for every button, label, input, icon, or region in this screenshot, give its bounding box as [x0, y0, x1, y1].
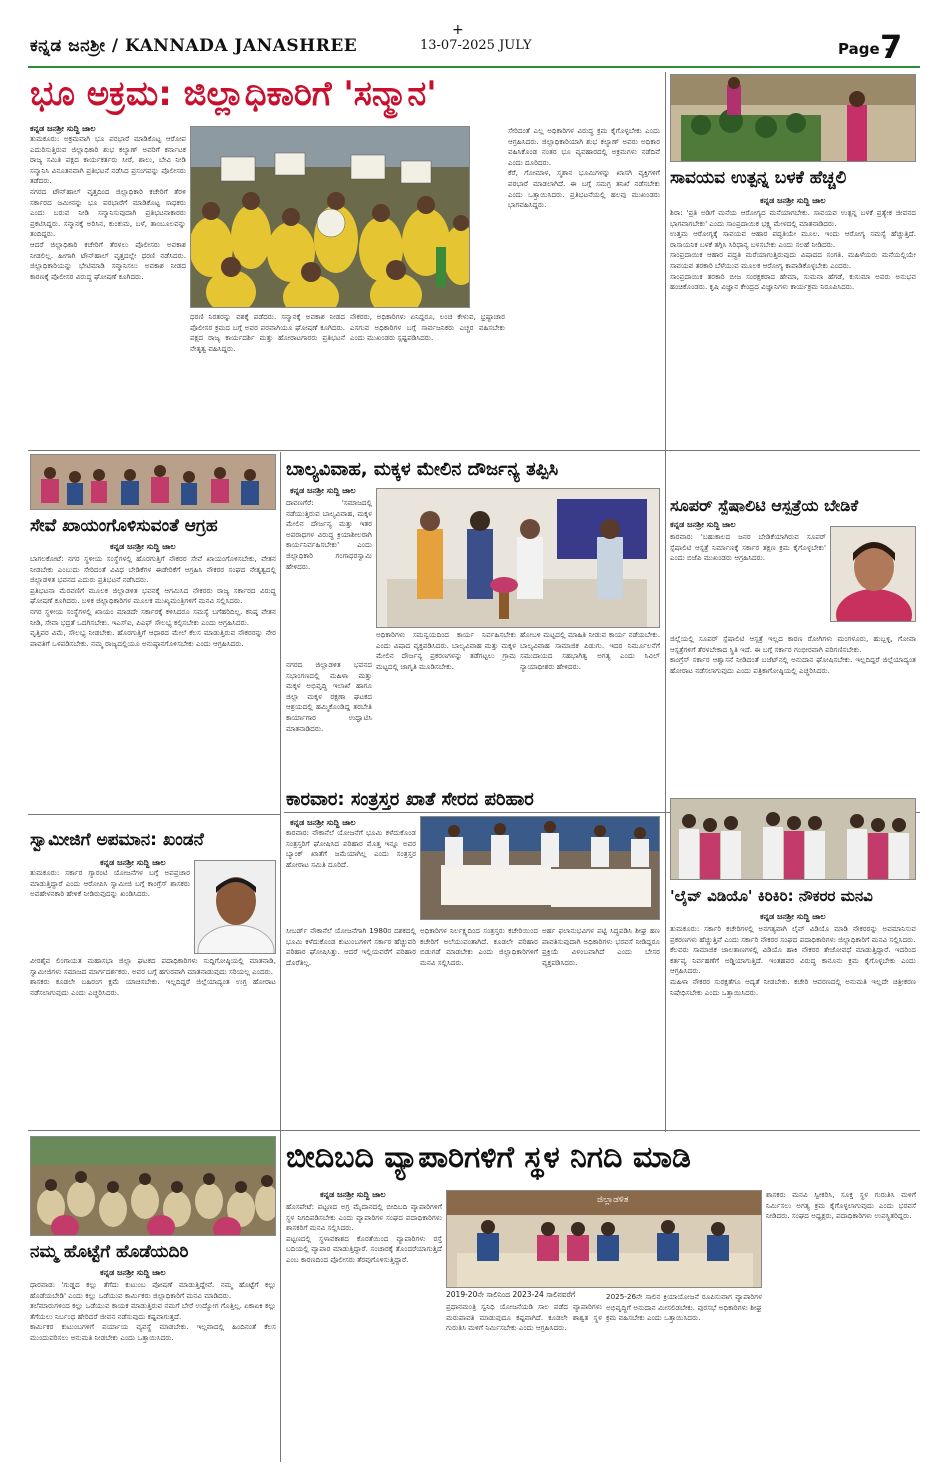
newspaper-name: ಕನ್ನಡ ಜನಶ್ರೀ / KANNADA JANASHREE — [30, 36, 358, 56]
column-rule — [280, 1132, 281, 1462]
paragraph: ಧರಣಿ ನಿರತರನ್ನು ವಶಕ್ಕೆ ಪಡೆದರು. ಸನ್ಮಾನಕ್ಕೆ ಅವಕಾಶ ನೀಡದ ಪೊಲೀಸರ ಕ್ರಮದ ಬಗ್ಗೆ ಅವರ ಪರವಾಗಿಯೂ ಘೋಷಣೆ ಕೂಗಿದರು. ಪಕ್ಷದ ರಾಜ್ಯ ಕಾರ್ಯದರ್ಶಿ ಮತ್ತು ಹೋರಾಟಗಾರರು ಪ್ರತಿಭಟನೆ ನೇತೃತ್ವ ವಹಿಸಿದ್ದರು. — [190, 312, 345, 353]
paragraph: ಆದರೆ ಜಿಲ್ಲಾಧಿಕಾರಿ ಕಚೇರಿಗೆ ತೆರಳಲು ಪೊಲೀಸರು ಅವಕಾಶ ನೀಡಲಿಲ್ಲ. ಹೀಗಾಗಿ ಟೌನ್‌ಹಾಲ್ ವೃತ್ತದಲ್ಲೇ ಧರಣಿ ನಡೆಸಿದರು. ಜಿಲ್ಲಾಧಿಕಾರಿಯನ್ನು ಭೇಟಿಮಾಡಿ ಸನ್ಮಾನಿಸಲು ಅವಕಾಶ ನೀಡದ ಕಾರಣಕ್ಕೆ ಪೊಲೀಸರ ವಿರುದ್ಧ ಘೋಷಣೆ ಕೂಗಿದರು. — [30, 239, 186, 281]
byline: ಕನ್ನಡ ಜನಶ್ರೀ ಸುದ್ದಿ ಜಾಲ — [290, 818, 356, 827]
byline: ಕನ್ನಡ ಜನಶ್ರೀ ಸುದ್ದಿ ಜಾಲ — [30, 124, 96, 133]
protest-photo — [190, 126, 470, 308]
portrait-photo — [830, 526, 916, 622]
meeting-photo — [30, 454, 276, 510]
paragraph: ದಾವಣಗೆರೆ: 'ಸಮಾಜದಲ್ಲಿ ನಡೆಯುತ್ತಿರುವ ಬಾಲ್ಯವಿವಾಹ, ಮಕ್ಕಳ ಮೇಲಿನ ದೌರ್ಜನ್ಯ ಮತ್ತು ಇತರ ಅಪರಾಧಗಳ ವಿರುದ್ಧ ಕ್ರಿಯಾಶೀಲರಾಗಿ ಕಾರ್ಯನಿರ್ವಹಿಸಬೇಕು' ಎಂದು ಜಿಲ್ಲಾಧಿಕಾರಿ ಗಂಗಾಧರಸ್ವಾಮಿ ಹೇಳಿದರು. — [286, 498, 372, 571]
article-column — [670, 208, 916, 446]
paragraph: ತುಮಕೂರು: ಸರ್ಕಾರಿ ಕಚೇರಿಗಳಲ್ಲಿ ಅನಗತ್ಯವಾಗಿ ಲೈವ್ ವಿಡಿಯೊ ಮಾಡಿ ನೌಕರರನ್ನು ಅವಮಾನಿಸುವ ಪ್ರಕರಣಗಳು ಹೆಚ್ಚುತ್ತಿವೆ ಎಂದು ಸರ್ಕಾರಿ ನೌಕರರ ಸಂಘದ ಪದಾಧಿಕಾರಿಗಳು ಜಿಲ್ಲಾಧಿಕಾರಿಗೆ ಮನವಿ ಸಲ್ಲಿಸಿದರು. — [670, 924, 916, 944]
paragraph: ಶಾಸಕರು ಮನವಿ ಸ್ವೀಕರಿಸಿ, ಸೂಕ್ತ ಸ್ಥಳ ಗುರುತಿಸಿ ಮಳಿಗೆ ನಿರ್ಮಿಸಲು ಅಗತ್ಯ ಕ್ರಮ ಕೈಗೊಳ್ಳಲಾಗುವುದು ಎಂದು ಭರವಸೆ ನೀಡಿದರು. ಸಂಘದ ಅಧ್ಯಕ್ಷರು, ಪದಾಧಿಕಾರಿಗಳು ಉಪಸ್ಥಿತರಿದ್ದರು. — [766, 1190, 916, 1221]
paragraph: ಸೀಬರ್ಡ್ ನೌಕಾನೆಲೆ ಯೋಜನೆಗಾಗಿ 1980ರ ದಶಕದಲ್ಲಿ ಭೂಮಿ ಕಳೆದುಕೊಂಡ ಕುಟುಂಬಗಳಿಗೆ ಸರ್ಕಾರ ಹೆಚ್ಚುವರಿ ಪರಿಹಾರ ಘೋಷಿಸಿತ್ತು. ಆದರೆ ಇಲ್ಲಿಯವರೆಗೆ ಪರಿಹಾರ ದೊರೆತಿಲ್ಲ. — [286, 926, 416, 967]
paragraph: ಅಧಿಕಾರಿಗಳು ಸಮನ್ವಯದಿಂದ ಕಾರ್ಯ ನಿರ್ವಹಿಸಬೇಕು ಎಂದು ವಿಷಾದ ವ್ಯಕ್ತಪಡಿಸಿದರು. ಬಾಲ್ಯವಿವಾಹ ಮತ್ತು ಮಕ್ಕಳ ಮೇಲಿನ ದೌರ್ಜನ್ಯ ಪ್ರಕರಣಗಳನ್ನು ತಡೆಗಟ್ಟಲು ಗ್ರಾಮ ಮಟ್ಟದಲ್ಲಿ ಜಾಗೃತಿ ಮೂಡಿಸಬೇಕು. — [376, 630, 516, 671]
headline-street-vendors: ಬೀದಿಬದಿ ವ್ಯಾಪಾರಿಗಳಿಗೆ ಸ್ಥಳ ನಿಗದಿ ಮಾಡಿ — [286, 1140, 691, 1175]
article-column — [670, 532, 826, 632]
paragraph: ಸಾಂಪ್ರದಾಯಿಕ ತರಕಾರಿ ಬೀಜ ಸಂರಕ್ಷಕರಾದ ಹೇಮಾ, ಸುಮನಾ ಹೆಗಡೆ, ಕುಸುಮಾ ಅವರು ಅನುಭವ ಹಂಚಿಕೊಂಡರು. ಕೃಷಿ ವಿಜ್ಞಾನ ಕೇಂದ್ರದ ವಿಜ್ಞಾನಿಗಳು ಕಾರ್ಯಕ್ರಮ ನಿರೂಪಿಸಿದರು. — [670, 271, 916, 292]
paragraph: ಮಹಿಳಾ ನೌಕರರ ಸುರಕ್ಷತೆಗೂ ಆದ್ಯತೆ ನೀಡಬೇಕು. ಕಚೇರಿ ಆವರಣದಲ್ಲಿ ಅನುಮತಿ ಇಲ್ಲದೇ ಚಿತ್ರೀಕರಣ ನಿಷೇಧಿಸಬೇಕು ಎಂದು ಒತ್ತಾಯಿಸಿದರು. — [670, 976, 916, 997]
byline: ಕನ್ನಡ ಜನಶ್ರೀ ಸುದ್ದಿ ಜಾಲ — [670, 520, 736, 529]
article-column — [286, 498, 372, 658]
paragraph: ಸಾಂಪ್ರದಾಯಿಕ ಆಹಾರ ಪದ್ಧತಿ ಮರೆಯಾಗುತ್ತಿರುವುದು ವಿಷಾದದ ಸಂಗತಿ. ಮಹಿಳೆಯರು ಮನೆಯಲ್ಲಿಯೇ ಸಾವಯವ ತರಕಾರಿ ಬೆಳೆಯುವ ಮೂಲಕ ಆರೋಗ್ಯ ಕಾಪಾಡಿಕೊಳ್ಳಬೇಕು ಎಂದರು. — [670, 250, 916, 270]
group-photo — [670, 798, 916, 880]
workers-photo — [30, 1136, 276, 1236]
exhibition-photo — [670, 74, 916, 162]
paragraph: ಧಾರವಾಡ: 'ಗುಡ್ಡದ ಕಲ್ಲು ತೆಗೆದು ಕುಟುಂಬ ಪೋಷಣೆ ಮಾಡುತ್ತಿದ್ದೇವೆ. ನಮ್ಮ ಹೊಟ್ಟೆಗೆ ಕಲ್ಲು ಹೊಡೆಯಬೇಡಿ' ಎಂದು ಕಲ್ಲು ಒಡೆಯುವ ಕಾರ್ಮಿಕರು ಜಿಲ್ಲಾಧಿಕಾರಿಗೆ ಮನವಿ ಮಾಡಿದರು. — [30, 1280, 276, 1300]
meeting-hall-photo — [446, 1190, 762, 1288]
paragraph: ಕಾಂಗ್ರೆಸ್ ಸರ್ಕಾರ ಆಶ್ವಾಸನೆ ನೀಡಿದಂತೆ ಬಜೆಟ್‌ನಲ್ಲಿ ಅನುದಾನ ಘೋಷಿಸಬೇಕು. ಇಲ್ಲದಿದ್ದರೆ ಜಿಲ್ಲೆಯಾದ್ಯಂತ ಹೋರಾಟ ನಡೆಸಲಾಗುವುದು ಎಂದು ಪತ್ರಿಕಾಗೋಷ್ಠಿಯಲ್ಲಿ ಎಚ್ಚರಿಸಿದರು. — [670, 655, 916, 675]
headline-organic: ಸಾವಯವ ಉತ್ಪನ್ನ ಬಳಕೆ ಹೆಚ್ಚಲಿ — [670, 168, 847, 188]
page-label: Page - — [838, 40, 892, 58]
paragraph: ಕಾರವಾರ: ನೌಕಾನೆಲೆ ಯೋಜನೆಗೆ ಭೂಮಿ ಕಳೆದುಕೊಂಡ ಸಂತ್ರಸ್ತರಿಗೆ ಘೋಷಿಸಿದ ಪರಿಹಾರ ಮೊತ್ತ ಇನ್ನೂ ಅವರ ಬ್ಯಾಂಕ್ ಖಾತೆಗೆ ಜಮೆಯಾಗಿಲ್ಲ ಎಂದು ಸಂತ್ರಸ್ತರ ಹೋರಾಟ ಸಮಿತಿ ದೂರಿದೆ. — [286, 828, 416, 869]
paragraph: ಜಿಲ್ಲೆಯಲ್ಲಿ ಸೂಪರ್ ಸ್ಪೆಷಾಲಿಟಿ ಆಸ್ಪತ್ರೆ ಇಲ್ಲದ ಕಾರಣ ರೋಗಿಗಳು ಮಂಗಳೂರು, ಹುಬ್ಬಳ್ಳಿ, ಗೋವಾ ಆಸ್ಪತ್ರೆಗಳಿಗೆ ತೆರಳಬೇಕಾದ ಸ್ಥಿತಿ ಇದೆ. ಈ ಬಗ್ಗೆ ಸರ್ಕಾರ ಗಂಭೀರವಾಗಿ ಪರಿಗಣಿಸಬೇಕು. — [670, 634, 916, 654]
paragraph: ಅಧಿಕಾರಿಗಳ ನಿರ್ಲಕ್ಷ್ಯದಿಂದ ಸಂತ್ರಸ್ತರು ಕಚೇರಿಯಿಂದ ಕಚೇರಿಗೆ ಅಲೆಯುವಂತಾಗಿದೆ. ಕೂಡಲೇ ಪರಿಹಾರ ಬಿಡುಗಡೆ ಮಾಡಬೇಕು ಎಂದು ಜಿಲ್ಲಾಧಿಕಾರಿಗಳಿಗೆ ಮನವಿ ಸಲ್ಲಿಸಿದರು. — [420, 926, 538, 967]
paragraph: ಬಾಗಲಕೋಟೆ: ನಗರ ಸ್ಥಳೀಯ ಸಂಸ್ಥೆಗಳಲ್ಲಿ ಹೊರಗುತ್ತಿಗೆ ನೌಕರರ ಸೇವೆ ಖಾಯಂಗೊಳಿಸಬೇಕು, ವೇತನ ನೀಡಬೇಕು ಎಂಬುದು ಸೇರಿದಂತೆ ವಿವಿಧ ಬೇಡಿಕೆಗಳ ಈಡೇರಿಕೆಗೆ ಆಗ್ರಹಿಸಿ ನೌಕರರ ಸಂಘದ ನೇತೃತ್ವದಲ್ಲಿ ಜಿಲ್ಲಾಡಳಿತ ಭವನದ ಎದುರು ಪ್ರತಿಭಟನೆ ನಡೆಸಿದರು. — [30, 554, 276, 585]
headline-land-scam: ಭೂ ಅಕ್ರಮ: ಜಿಲ್ಲಾಧಿಕಾರಿಗೆ 'ಸನ್ಮಾನ' — [30, 74, 437, 114]
paragraph: ಕಾರ್ಮಿಕರ ಕುಟುಂಬಗಳಿಗೆ ಪರ್ಯಾಯ ವ್ಯವಸ್ಥೆ ಮಾಡಬೇಕು. ಇಲ್ಲವಾದಲ್ಲಿ ಹಿಂದಿನಂತೆ ಕೆಲಸ ಮುಂದುವರಿಸಲು ಅನುಮತಿ ನೀಡಬೇಕು ಎಂದು ಒತ್ತಾಯಿಸಿದರು. — [30, 1322, 276, 1342]
article-column — [286, 926, 416, 1118]
column-rule — [280, 452, 281, 1132]
headline-service: ಸೇವೆ ಖಾಯಂಗೊಳಿಸುವಂತೆ ಆಗ್ರಹ — [30, 516, 218, 536]
article-column — [190, 312, 345, 446]
article-column — [446, 1302, 602, 1454]
article-column — [30, 868, 190, 952]
byline: ಕನ್ನಡ ಜನಶ್ರೀ ಸುದ್ದಿ ಜಾಲ — [110, 542, 176, 551]
article-column — [670, 924, 916, 1122]
paragraph: ಹೊಸಪೇಟೆ: ಪಟ್ಟಣದ ಅಗ್ರ ಮೈದಾನದಲ್ಲಿ ಬೀದಿಬದಿ ವ್ಯಾಪಾರಿಗಳಿಗೆ ಸ್ಥಳ ನಿಗದಿಪಡಿಸಬೇಕು ಎಂದು ವ್ಯಾಪಾರಿಗಳ ಸಂಘದ ಪದಾಧಿಕಾರಿಗಳು ಶಾಸಕರಿಗೆ ಮನವಿ ಸಲ್ಲಿಸಿದರು. — [286, 1202, 442, 1233]
headline-child-marriage: ಬಾಲ್ಯವಿವಾಹ, ಮಕ್ಕಳ ಮೇಲಿನ ದೌರ್ಜನ್ಯ ತಪ್ಪಿಸಿ — [286, 459, 559, 480]
section-rule — [28, 814, 280, 815]
paragraph: ವೃತ್ತಿಪರ ವಿಮೆ, ಸೌಲಭ್ಯ ನೀಡಬೇಕು. ಹೊರಗುತ್ತಿಗೆ ಆಧಾರದ ಮೇಲೆ ಕೆಲಸ ಮಾಡುತ್ತಿರುವ ನೌಕರರನ್ನು ನೇರ ಪಾವತಿಗೆ ಒಳಪಡಿಸಬೇಕು. ನಮ್ಮ ರಾಜ್ಯದಲ್ಲಿಯೂ ಅನುಷ್ಠಾನಗೊಳಿಸಬೇಕು ಎಂದು ಆಗ್ರಹಿಸಿದರು. — [30, 628, 276, 648]
article-column — [766, 1190, 916, 1454]
page-number: 7 — [880, 28, 903, 66]
section-rule — [28, 1130, 920, 1131]
paragraph: ಕಾರವಾರ: 'ಬಹುಕಾಲದ ಜನರ ಬೇಡಿಕೆಯಾಗಿರುವ ಸೂಪರ್ ಸ್ಪೆಷಾಲಿಟಿ ಆಸ್ಪತ್ರೆ ನಿರ್ಮಾಣಕ್ಕೆ ಸರ್ಕಾರ ತಕ್ಷಣ ಕ್ರಮ ಕೈಗೊಳ್ಳಬೇಕು' ಎಂದು ಬಿಜೆಪಿ ಮುಖಂಡರು ಆಗ್ರಹಿಸಿದರು. — [670, 532, 826, 563]
portrait-photo — [194, 860, 276, 954]
paragraph: ಹೋಬಳಿ ಮಟ್ಟದಲ್ಲಿ ಮಾಹಿತಿ ನೀಡುವ ಕಾರ್ಯ ನಡೆಯಬೇಕು. ಬಾಲ್ಯವಿವಾಹ ಸಾಮಾಜಿಕ ಪಿಡುಗು. ಇದರ ನಿರ್ಮೂಲನೆಗೆ ಸಮುದಾಯದ ಸಹಭಾಗಿತ್ವ ಅಗತ್ಯ ಎಂದು ಸಿವಿಲ್ ನ್ಯಾಯಾಧೀಶರು ಹೇಳಿದರು. — [520, 630, 660, 671]
paragraph: ತಲೆಮಾರುಗಳಿಂದ ಕಲ್ಲು ಒಡೆಯುವ ಕಾಯಕ ಮಾಡುತ್ತಿರುವ ನಮಗೆ ಬೇರೆ ಉದ್ಯೋಗ ಗೊತ್ತಿಲ್ಲ. ಏಕಾಏಕಿ ಕಲ್ಲು ತೆಗೆಯಲು ನಿರ್ಬಂಧ ಹೇರಿದರೆ ಜೀವನ ನಡೆಸುವುದು ಕಷ್ಟವಾಗುತ್ತದೆ. — [30, 1301, 276, 1321]
byline: ಕನ್ನಡ ಜನಶ್ರೀ ಸುದ್ದಿ ಜಾಲ — [760, 912, 826, 921]
headline-stone-workers: ನಮ್ಮ ಹೊಟ್ಟೆಗೆ ಹೊಡೆಯದಿರಿ — [30, 1242, 189, 1262]
inauguration-photo — [376, 488, 660, 628]
article-column — [542, 926, 660, 1118]
paragraph: ಕೆಲವರು ಸಾಮಾಜಿಕ ಜಾಲತಾಣಗಳಲ್ಲಿ ವಿಡಿಯೊ ಹಾಕಿ ನೌಕರರ ತೇಜೋವಧೆ ಮಾಡುತ್ತಿದ್ದಾರೆ. ಇದರಿಂದ ಕರ್ತವ್ಯ ನಿರ್ವಹಣೆಗೆ ಅಡ್ಡಿಯಾಗುತ್ತಿದೆ. ಇಂತಹವರ ವಿರುದ್ಧ ಕಾನೂನು ಕ್ರಮ ಕೈಗೊಳ್ಳಬೇಕು ಎಂದು ಆಗ್ರಹಿಸಿದರು. — [670, 945, 916, 976]
paragraph: ಶಾಸಕರು ಕೂಡಲೇ ಬಹಿರಂಗ ಕ್ಷಮೆ ಯಾಚಿಸಬೇಕು. ಇಲ್ಲದಿದ್ದರೆ ಜಿಲ್ಲೆಯಾದ್ಯಂತ ಉಗ್ರ ಹೋರಾಟ ನಡೆಸಲಾಗುವುದು ಎಂದು ಎಚ್ಚರಿಸಿದರು. — [30, 977, 276, 997]
paragraph: 2025-26ನೇ ಸಾಲಿನ ಕ್ರಿಯಾಯೋಜನೆ ರೂಪಿಸುವಾಗ ವ್ಯಾಪಾರಿಗಳ ಅಭಿವೃದ್ಧಿಗೆ ಅನುದಾನ ಮೀಸಲಿಡಬೇಕು. ಪುರಸಭೆ ಅಧಿಕಾರಿಗಳು ಶೀಘ್ರ ಕ್ರಮ ವಹಿಸಬೇಕು ಎಂದು ಒತ್ತಾಯಿಸಿದರು. — [606, 1292, 762, 1323]
headline-hospital: ಸೂಪರ್ ಸ್ಪೆಷಾಲಿಟಿ ಆಸ್ಪತ್ರೆಯ ಬೇಡಿಕೆ — [670, 496, 859, 515]
paragraph: ನಗರದ ಜಿಲ್ಲಾಡಳಿತ ಭವನದ ಸಭಾಂಗಣದಲ್ಲಿ ಮಹಿಳಾ ಮತ್ತು ಮಕ್ಕಳ ಅಭಿವೃದ್ಧಿ ಇಲಾಖೆ ಹಾಗೂ ಜಿಲ್ಲಾ ಮಕ್ಕಳ ರಕ್ಷಣಾ ಘಟಕದ ಆಶ್ರಯದಲ್ಲಿ ಹಮ್ಮಿಕೊಂಡಿದ್ದ ತರಬೇತಿ ಕಾರ್ಯಾಗಾರ ಉದ್ಘಾಟಿಸಿ ಮಾತನಾಡಿದರು. — [286, 660, 372, 733]
column-rule — [665, 452, 666, 1132]
article-column — [670, 634, 916, 808]
article-column — [520, 630, 660, 808]
headline-karwar: ಕಾರವಾರ: ಸಂತ್ರಸ್ತರ ಖಾತೆ ಸೇರದ ಪರಿಹಾರ — [286, 789, 534, 810]
hall-banner: ಜಿಲ್ಲಾಡಳಿತ — [597, 1195, 629, 1205]
article-column — [30, 134, 186, 446]
byline: ಕನ್ನಡ ಜನಶ್ರೀ ಸುದ್ದಿ ಜಾಲ — [290, 486, 356, 495]
paragraph: ನೌಕರರು, ಅಧಿಕಾರಿಗಳು ಏನಿದ್ದರೂ, ಲಂಚ ಕೇಳುವ, ಭ್ರಷ್ಟಾಚಾರ ಎಸಗುವ ಅಧಿಕಾರಿಗಳ ಬಗ್ಗೆ ಸಾರ್ವಜನಿಕರು ಎಚ್ಚರ ವಹಿಸಬೇಕು ಎಂದು ಮುಖಂಡರು ಸ್ಪಷ್ಟಪಡಿಸಿದರು. — [350, 312, 505, 343]
paragraph: ನಗರ ಸ್ಥಳೀಯ ಸಂಸ್ಥೆಗಳಲ್ಲಿ ಖಾಯಂ ಮಾಡದೇ ಸರ್ಕಾರಕ್ಕೆ ಕಳಿಸಿದರೂ ಸಮಸ್ಯೆ ಬಗೆಹರಿದಿಲ್ಲ. ಕನಿಷ್ಠ ವೇತನ ನೀಡಿ, ಸೇವಾ ಭದ್ರತೆ ಒದಗಿಸಬೇಕು. ಇಎಸ್‌ಐ, ಪಿಎಫ್ ಸೌಲಭ್ಯ ಕಲ್ಪಿಸಬೇಕು ಎಂದು ಆಗ್ರಹಿಸಿದರು. — [30, 606, 276, 627]
article-column — [376, 630, 516, 808]
article-column — [30, 554, 276, 812]
headline-live-video: 'ಲೈವ್ ವಿಡಿಯೊ' ಕಿರಿಕಿರಿ: ನೌಕರರ ಮನವಿ — [670, 887, 873, 905]
byline: ಕನ್ನಡ ಜನಶ್ರೀ ಸುದ್ದಿ ಜಾಲ — [320, 1190, 386, 1199]
paragraph: ವೀರಶೈವ ಲಿಂಗಾಯತ ಮಹಾಸಭಾ ಜಿಲ್ಲಾ ಘಟಕದ ಪದಾಧಿಕಾರಿಗಳು ಸುದ್ದಿಗೋಷ್ಠಿಯಲ್ಲಿ ಮಾತನಾಡಿ, ಸ್ವಾಮೀಜಿಗಳು ಸಮಾಜದ ಮಾರ್ಗದರ್ಶಕರು. ಅವರ ಬಗ್ಗೆ ಹಗುರವಾಗಿ ಮಾತನಾಡುವುದು ಸರಿಯಲ್ಲ ಎಂದರು. — [30, 956, 276, 976]
article-column — [30, 1280, 276, 1460]
article-column — [350, 312, 505, 446]
cheque-photo — [420, 816, 660, 920]
paragraph: ಶಿರಾ: 'ಪ್ರತಿ ಅಡಿಗೆ ಮನೆಯ ಆರೋಗ್ಯದ ಮನೆಯಾಗಬೇಕು. ಸಾವಯವ ಉತ್ಪನ್ನ ಬಳಕೆ ಪ್ರತ್ಯೇಕ ಜೀವನದ ಭಾಗವಾಗಬೇಕು' ಎಂದು ಸಾಂಪ್ರದಾಯಿಕ ಭಕ್ಷ್ಯ ಮೇಳದಲ್ಲಿ ಮಾತನಾಡಿದರು. — [670, 208, 916, 228]
section-rule — [28, 450, 920, 451]
article-column — [286, 1202, 442, 1454]
byline: ಕನ್ನಡ ಜನಶ್ರೀ ಸುದ್ದಿ ಜಾಲ — [760, 196, 826, 205]
paragraph: ಪ್ರತಿಭಟನಾ ಮೆರವಣಿಗೆ ಮೂಲಕ ಜಿಲ್ಲಾಡಳಿತ ಭವನಕ್ಕೆ ಆಗಮಿಸಿದ ನೌಕರರು ರಾಜ್ಯ ಸರ್ಕಾರದ ವಿರುದ್ಧ ಘೋಷಣೆ ಕೂಗಿದರು. ಬಳಿಕ ಜಿಲ್ಲಾಧಿಕಾರಿಗಳ ಮೂಲಕ ಮುಖ್ಯಮಂತ್ರಿಗಳಿಗೆ ಮನವಿ ಸಲ್ಲಿಸಿದರು. — [30, 585, 276, 606]
article-column — [508, 126, 660, 446]
article-column — [30, 956, 276, 1126]
column-rule — [665, 72, 666, 452]
photo-caption: 2019-20ನೇ ಸಾಲಿನಿಂದ 2023-24 ಸಾಲಿನವರೆಗೆ — [446, 1290, 576, 1299]
article-column — [420, 926, 538, 1118]
paragraph: ಸೇರಿದಂತೆ ಎಲ್ಲ ಅಧಿಕಾರಿಗಳ ವಿರುದ್ಧ ಕ್ರಮ ಕೈಗೊಳ್ಳಬೇಕು ಎಂದು ಆಗ್ರಹಿಸಿದರು. ಜಿಲ್ಲಾಧಿಕಾರಿಯಾಗಿ ಶುಭ ಕಲ್ಯಾಣ್ ಅವರು ಅಧಿಕಾರ ವಹಿಸಿಕೊಂಡ ನಂತರ ಭೂ ವ್ಯವಹಾರದಲ್ಲಿ ಅಕ್ರಮಗಳು ನಡೆದಿವೆ ಎಂದು ದೂರಿದರು. — [508, 126, 660, 167]
paragraph: ಕೆರೆ, ಗೋಮಾಳ, ಸ್ಮಶಾನ ಭೂಮಿಗಳನ್ನು ಖಾಸಗಿ ವ್ಯಕ್ತಿಗಳಿಗೆ ಪರಭಾರೆ ಮಾಡಲಾಗಿದೆ. ಈ ಬಗ್ಗೆ ಸಮಗ್ರ ತನಿಖೆ ನಡೆಸಬೇಕು ಎಂದು ಒತ್ತಾಯಿಸಿದರು. ಪ್ರತಿಭಟನೆಯಲ್ಲಿ ಹಲವು ಮುಖಂಡರು ಭಾಗವಹಿಸಿದ್ದರು. — [508, 168, 660, 210]
paragraph: ಪ್ರಧಾನಮಂತ್ರಿ ಸ್ವನಿಧಿ ಯೋಜನೆಯಡಿ ಸಾಲ ಪಡೆದ ವ್ಯಾಪಾರಿಗಳು ಮರುಪಾವತಿ ಮಾಡುವುದೂ ಕಷ್ಟವಾಗಿದೆ. ಕೂಡಲೇ ಶಾಶ್ವತ ಸ್ಥಳ ಗುರುತಿಸಿ ಮಳಿಗೆ ನಿರ್ಮಿಸಬೇಕು ಎಂದು ಆಗ್ರಹಿಸಿದರು. — [446, 1302, 602, 1333]
paragraph: ಉತ್ತಮ ಆರೋಗ್ಯಕ್ಕೆ ಸಾವಯವ ಆಹಾರ ಪದ್ಧತಿಯೇ ಮೂಲ. ಇಂದು ಆರೋಗ್ಯ ಸಮಸ್ಯೆ ಹೆಚ್ಚುತ್ತಿದೆ. ರಾಸಾಯನಿಕ ಬಳಕೆ ತಗ್ಗಿಸಿ ಸಿರಿಧಾನ್ಯ ಬಳಸಬೇಕು ಎಂದು ಸಲಹೆ ನೀಡಿದರು. — [670, 229, 916, 249]
byline: ಕನ್ನಡ ಜನಶ್ರೀ ಸುದ್ದಿ ಜಾಲ — [100, 1268, 166, 1277]
article-column — [606, 1292, 762, 1454]
paragraph: ನಗರದ ಟೌನ್‌ಹಾಲ್ ವೃತ್ತದಿಂದ ಜಿಲ್ಲಾಧಿಕಾರಿ ಕಚೇರಿಗೆ ತೆರಳಿ ಸರ್ಕಾರದ ಜಮೀನನ್ನು ಭೂ ಪರಭಾರೆಗೆ ಮಾಡಿಕೊಟ್ಟ ಸಾಧಕರು ಎಂದು ಬರುವ ನೀಡಿ ಸನ್ಮಾನಿಸುವುದಾಗಿ ಪ್ರತಿಭಟನಾಕಾರರು ಪ್ರಕಟಿಸಿದ್ದರು. ಸನ್ಮಾನಕ್ಕೆ ಅರಿಸಿನ, ಕುಂಕುಮ, ಬಳೆ, ತಾಂಬೂಲವನ್ನು ತಂದಿದ್ದರು. — [30, 186, 186, 239]
masthead — [0, 0, 945, 70]
byline: ಕನ್ನಡ ಜನಶ್ರೀ ಸುದ್ದಿ ಜಾಲ — [100, 858, 166, 867]
headline-swamiji: ಸ್ವಾಮೀಜಿಗೆ ಅಪಮಾನ: ಖಂಡನೆ — [30, 830, 204, 850]
masthead-rule — [28, 66, 920, 68]
paragraph: ತುಮಕೂರು: ಅಕ್ರಮವಾಗಿ ಭೂ ಪರಭಾರೆ ಮಾಡಿಕೊಟ್ಟ ಆರೋಪ ಎದುರಿಸುತ್ತಿರುವ ಜಿಲ್ಲಾಧಿಕಾರಿ ಶುಭ ಕಲ್ಯಾಣ್ ಅವರಿಗೆ ಕರ್ನಾಟಕ ರಾಜ್ಯ ಸಮಿತಿ ಪಕ್ಷದ ಕಾರ್ಯಕರ್ತರು ಸೀರೆ, ಶಾಲು, ಬೇವಿ ನೀಡಿ ಸನ್ಮಾನಿಸಿ ವಿನೂತನವಾಗಿ ಪ್ರತಿಭಟನೆ ನಡೆಸಿದ ಪ್ರಸಂಗವನ್ನು ಪೊಲೀಸರು ತಡೆದರು. — [30, 134, 186, 186]
crosshair-mark: + — [452, 22, 464, 38]
paragraph: ಪಟ್ಟಣದಲ್ಲಿ ಸ್ಥಳಾವಕಾಶದ ಕೊರತೆಯಿಂದ ವ್ಯಾಪಾರಿಗಳು ರಸ್ತೆ ಬದಿಯಲ್ಲಿ ವ್ಯಾಪಾರ ಮಾಡುತ್ತಿದ್ದಾರೆ. ಸಂಚಾರಕ್ಕೆ ತೊಂದರೆಯಾಗುತ್ತಿದೆ ಎಂಬ ಕಾರಣದಿಂದ ಪೊಲೀಸರು ತೆರವುಗೊಳಿಸುತ್ತಿದ್ದಾರೆ. — [286, 1233, 442, 1264]
paragraph: ತುಮಕೂರು: ಸರ್ಕಾರ ಗ್ಯಾರಂಟಿ ಯೋಜನೆಗಳ ಬಗ್ಗೆ ಅಪಪ್ರಚಾರ ಮಾಡುತ್ತಿದ್ದಾರೆ ಎಂದು ಆರೋಪಿಸಿ ಸ್ವಾಮೀಜಿ ಬಗ್ಗೆ ಕಾಂಗ್ರೆಸ್ ಶಾಸಕರು ಅವಹೇಳನಕಾರಿ ಹೇಳಿಕೆ ನೀಡಿರುವುದನ್ನು ಖಂಡಿಸಿದರು. — [30, 868, 190, 899]
issue-date: 13-07-2025 JULY — [420, 38, 532, 53]
paragraph: ಅರ್ಹ ಫಲಾನುಭವಿಗಳ ಪಟ್ಟಿ ಸಿದ್ಧಪಡಿಸಿ ಶೀಘ್ರ ಹಣ ಪಾವತಿಸುವುದಾಗಿ ಅಧಿಕಾರಿಗಳು ಭರವಸೆ ನೀಡಿದ್ದರೂ ಪ್ರಕ್ರಿಯೆ ವಿಳಂಬವಾಗಿದೆ ಎಂದು ಬೇಸರ ವ್ಯಕ್ತಪಡಿಸಿದರು. — [542, 926, 660, 967]
